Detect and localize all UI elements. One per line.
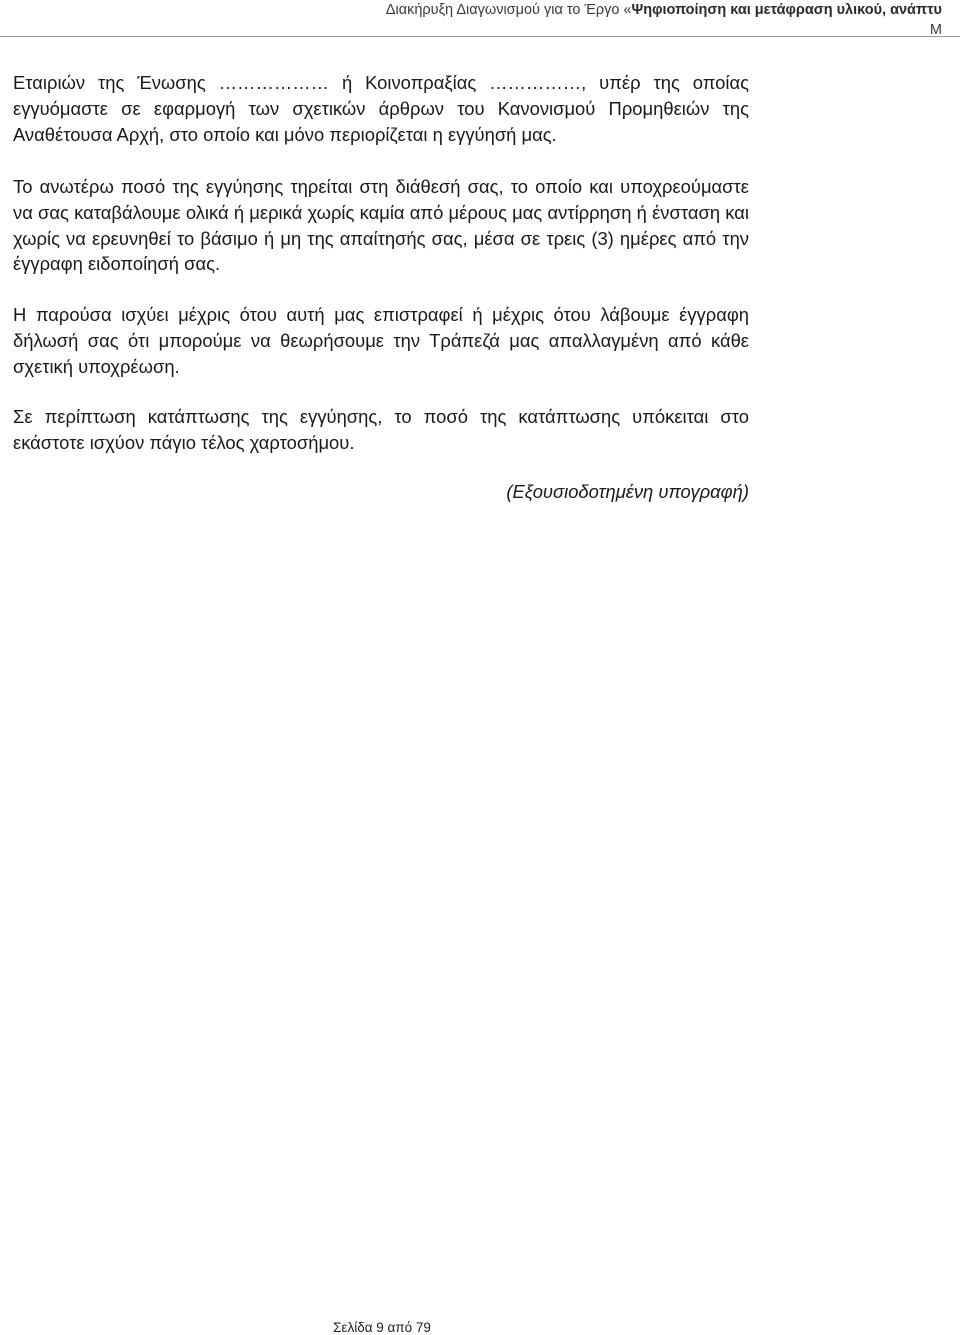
header-title (386, 2, 942, 18)
paragraph-guarantee-beneficiary: Εταιριών της Ένωσης ……………… ή Κοινοπραξίας ……………, υπέρ της οποίας εγγυόμαστε σε εφαρμογή των σχετικών άρθρων του Κανονισμού Προμηθειών της Αναθέτουσα Αρχή, στο οποίο και μόνο περιορίζεται η εγγύησή μας. (13, 72, 749, 145)
authorized-signature: (Εξουσιοδοτημένη υπογραφή) (506, 481, 749, 502)
header-divider (0, 36, 960, 37)
paragraph-guarantee-amount: Το ανωτέρω ποσό της εγγύησης τηρείται στη διάθεσή σας, το οποίο και υποχρεούμαστε να σας καταβάλουμε ολικά ή μερικά χωρίς καμία από μέρους μας αντίρρηση ή ένσταση και χωρίς να ερευνηθεί το βάσιμο ή μη της απαίτησής σας, μέσα σε τρεις (3) ημέρες από την έγγραφη ειδοποίησή σας. (13, 176, 749, 275)
page-header (0, 0, 960, 42)
page-number: Σελίδα 9 από 79 (333, 1320, 431, 1335)
header-overflow-text: Μ (929, 22, 942, 38)
paragraph-forfeiture: Σε περίπτωση κατάπτωσης της εγγύησης, το ποσό της κατάπτωσης υπόκειται στο εκάστοτε ισχύον πάγιο τέλος χαρτοσήμου. (13, 406, 749, 453)
header-title-prefix: Διακήρυξη Διαγωνισμού για το Έργο « (385, 2, 632, 18)
header-title-bold: Ψηφιοποίηση και μετάφραση υλικού, ανάπτυ (631, 2, 942, 18)
paragraph-validity: Η παρούσα ισχύει μέχρις ότου αυτή μας επιστραφεί ή μέχρις ότου λάβουμε έγγραφη δήλωσή σας ότι μπορούμε να θεωρήσουμε την Τράπεζά μας απαλλαγμένη από κάθε σχετική υποχρέωση. (13, 304, 749, 377)
